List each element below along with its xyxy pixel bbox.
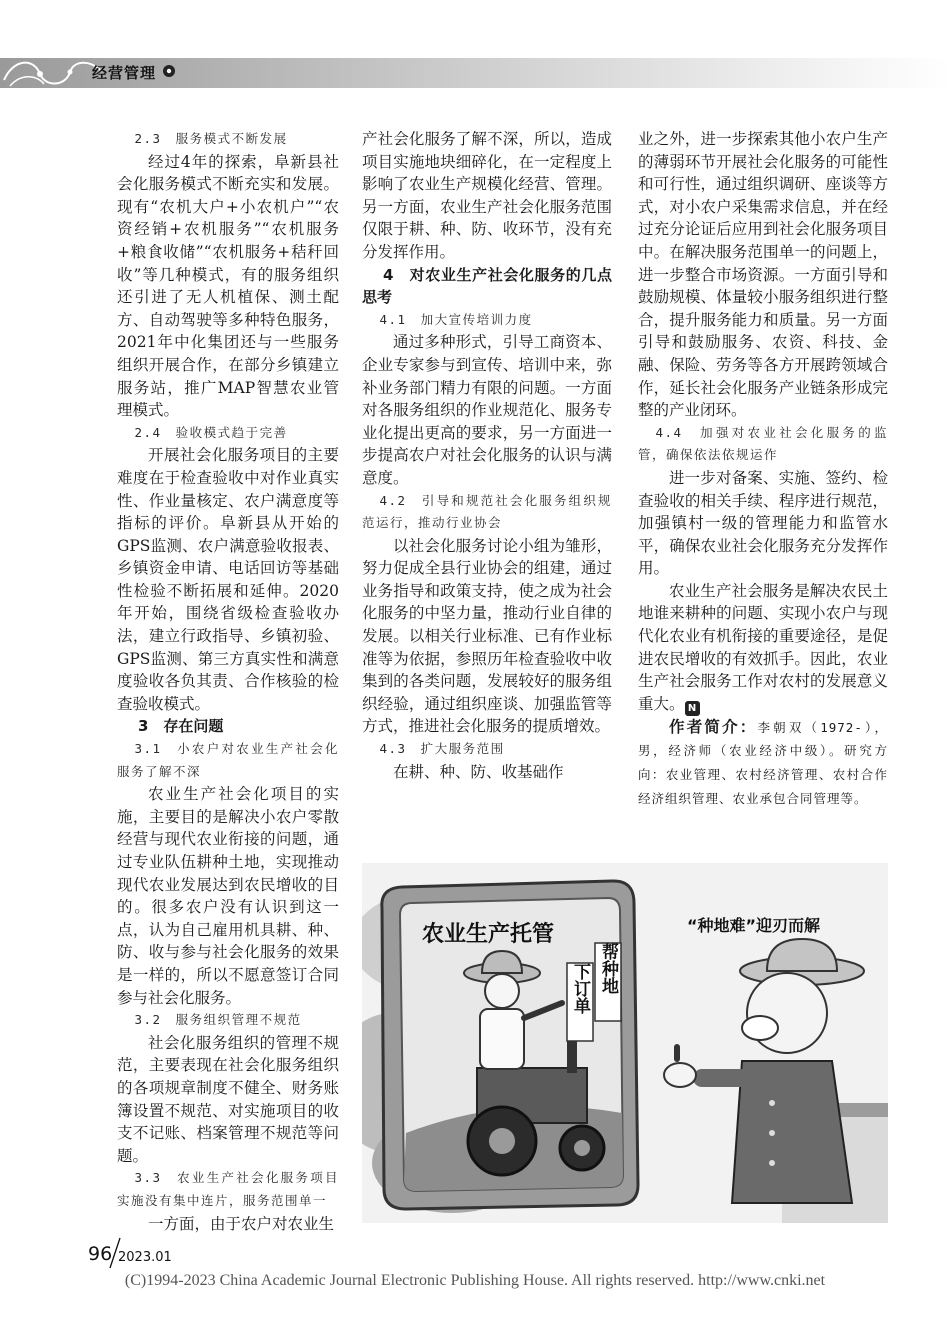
paragraph-4-4: 进一步对备案、实施、签约、检查验收的相关手续、程序进行规范，加强镇村一级的管理能力和监管水平，确保农业社会化服务充分发挥作用。 [638, 468, 888, 578]
order-sign [567, 963, 593, 1041]
subheading-4-2: 4.2 引导和规范社会化服务组织规范运行，推动行业协会 [362, 492, 612, 531]
paragraph-conclusion [638, 580, 888, 716]
text-column-3 [638, 128, 888, 810]
paragraph-4-3-continued: 业之外，进一步探索其他小农户生产的薄弱环节开展社会化服务的可能性和可行性，通过组织调研、座谈等方式，对小农户采集需求信息，并在经过充分论证后应用到社会化服务项目中。在解决服务范围单一的问题上，进一步整合市场资源。一方面引导和鼓励规模、体量较小服务组织进行整合，提升服务能力和质量。另一方面引导和鼓励服务、农资、科技、金融、保险、劳务等各方开展跨领域合作，延长社会化服务产业链条形成完整的产业闭环。 [638, 130, 888, 420]
end-mark-icon: N [685, 701, 700, 716]
paragraph-2-3: 经过4年的探索，阜新县社会化服务模式不断充实和发展。现有“农机大户+小农机户”“农资经销+农机服务”“农机服务+粮食收储”“农机服务+秸秆回收”等几种模式，有的服务组织还引进了无人机植保、测土配方、自动驾驶等多种特色服务，2021年中化集团还与一些服务组织开展合作，在部分乡镇建立服务站，推广MAP智慧农业管理模式。 [117, 152, 339, 420]
paragraph-3-3-continued: 产社会化服务了解不深，所以，造成项目实施地块细碎化，在一定程度上影响了农业生产规模化经营、管理。另一方面，农业生产社会化服务范围仅限于耕、种、防、收环节，没有充分发挥作用。 [362, 130, 612, 261]
author-text: 李朝双（1972-），男，经济师（农业经济中级）。研究方向：农业管理、农村经济管理、农村合作经济组织管理、农业承包合同管理等。 [638, 719, 888, 806]
help-sign [595, 942, 621, 1021]
cartoon-illustration [362, 863, 888, 1223]
cartoon-caption: “种地难”迎刃而解 [687, 916, 821, 935]
author-bio [638, 716, 888, 810]
sign-help: 帮种地 [598, 943, 618, 994]
paragraph-3-2: 社会化服务组织的管理不规范，主要表现在社会化服务组织的各项规章制度不健全、财务账簿设置不规范、对实施项目的收支不记账、档案管理不规范等问题。 [117, 1033, 339, 1165]
subheading-2-4: 2.4 验收模式趋于完善 [134, 424, 288, 440]
heading-section-4: 4 对农业生产社会化服务的几点思考 [362, 265, 612, 307]
text-column-2 [362, 128, 612, 783]
paragraph-3-3: 一方面，由于农户对农业生 [148, 1214, 335, 1233]
author-label: 作者简介： [669, 717, 758, 736]
section-title: 经营管理 [92, 64, 157, 82]
text-column-1 [117, 128, 339, 1235]
paragraph-4-2: 以社会化服务讨论小组为雏形，努力促成全县行业协会的组建，通过业务指导和政策支持，使之成为社会化服务的中坚力量，推动行业自律的发展。以相关行业标准、已有作业标准等为依据，参照历年检查验收中收集到的各类问题，发展较好的服务组织经验，通过组织座谈、加强监管等方式，推进社会化服务的提质增效。 [362, 536, 612, 736]
conclusion-text: 农业生产社会服务是解决农民土地谁来耕种的问题、实现小农户与现代化农业有机衔接的重要途径，是促进农民增收的有效抓手。因此，农业生产社会服务工作对农村的发展意义重大。 [638, 581, 888, 713]
subheading-2-3: 2.3 服务模式不断发展 [134, 131, 288, 146]
heading-section-3: 3 存在问题 [138, 717, 224, 736]
sign-order: 下订单 [570, 963, 590, 1014]
subheading-4-4: 4.4 加强对农业社会化服务的监管，确保依法依规运作 [638, 424, 888, 463]
subheading-4-1: 4.1 加大宣传培训力度 [379, 311, 533, 327]
paragraph-4-3: 在耕、种、防、收基础作 [393, 762, 564, 781]
copyright-notice: (C)1994-2023 China Academic Journal Electronic Publishing House. All rights reserved. http://www.cnki.net [124, 1272, 826, 1289]
sign-title: 农业生产托管 [422, 922, 555, 947]
subheading-3-3: 3.3 农业生产社会化服务项目实施没有集中连片，服务范围单一 [117, 1170, 339, 1208]
paragraph-3-1: 农业生产社会化项目的实施，主要目的是解决小农户零散经营与现代农业衔接的问题，通过专业队伍耕种土地，实现推动现代农业发展达到农民增收的目的。很多农户没有认识到这一点，认为自己雇用机具耕、种、防、收与参与社会化服务的效果是一样的，所以不愿意签订合同参与社会化服务。 [117, 785, 339, 1007]
paragraph-4-1: 通过多种形式，引导工商资本、企业专家参与到宣传、培训中来，弥补业务部门精力有限的问题。一方面对各服务组织的作业规范化、服务专业化提出更高的要求，另一方面进一步提高农户对社会化服务的认识与满意度。 [362, 333, 612, 487]
paragraph-2-4: 开展社会化服务项目的主要难度在于检查验收中对作业真实性、作业量核定、农户满意度等指标的评价。阜新县从开始的GPS监测、农户满意验收报表、乡镇资金申请、电话回访等基础性检验不断拓展和延伸。2020年开始，围绕省级检查验收办法，建立行政指导、乡镇初验、GPS监测、第三方真实性和满意度验收各负其责、合作核验的检查验收模式。 [117, 446, 339, 713]
subheading-3-2: 3.2 服务组织管理不规范 [134, 1012, 302, 1028]
issue-date: 2023.01 [118, 1250, 172, 1265]
subheading-3-1: 3.1 小农户对农业生产社会化服务了解不深 [117, 741, 339, 779]
flower-icon [162, 64, 176, 78]
subheading-4-3: 4.3 扩大服务范围 [379, 741, 505, 757]
page-number: 96 [88, 1243, 113, 1265]
